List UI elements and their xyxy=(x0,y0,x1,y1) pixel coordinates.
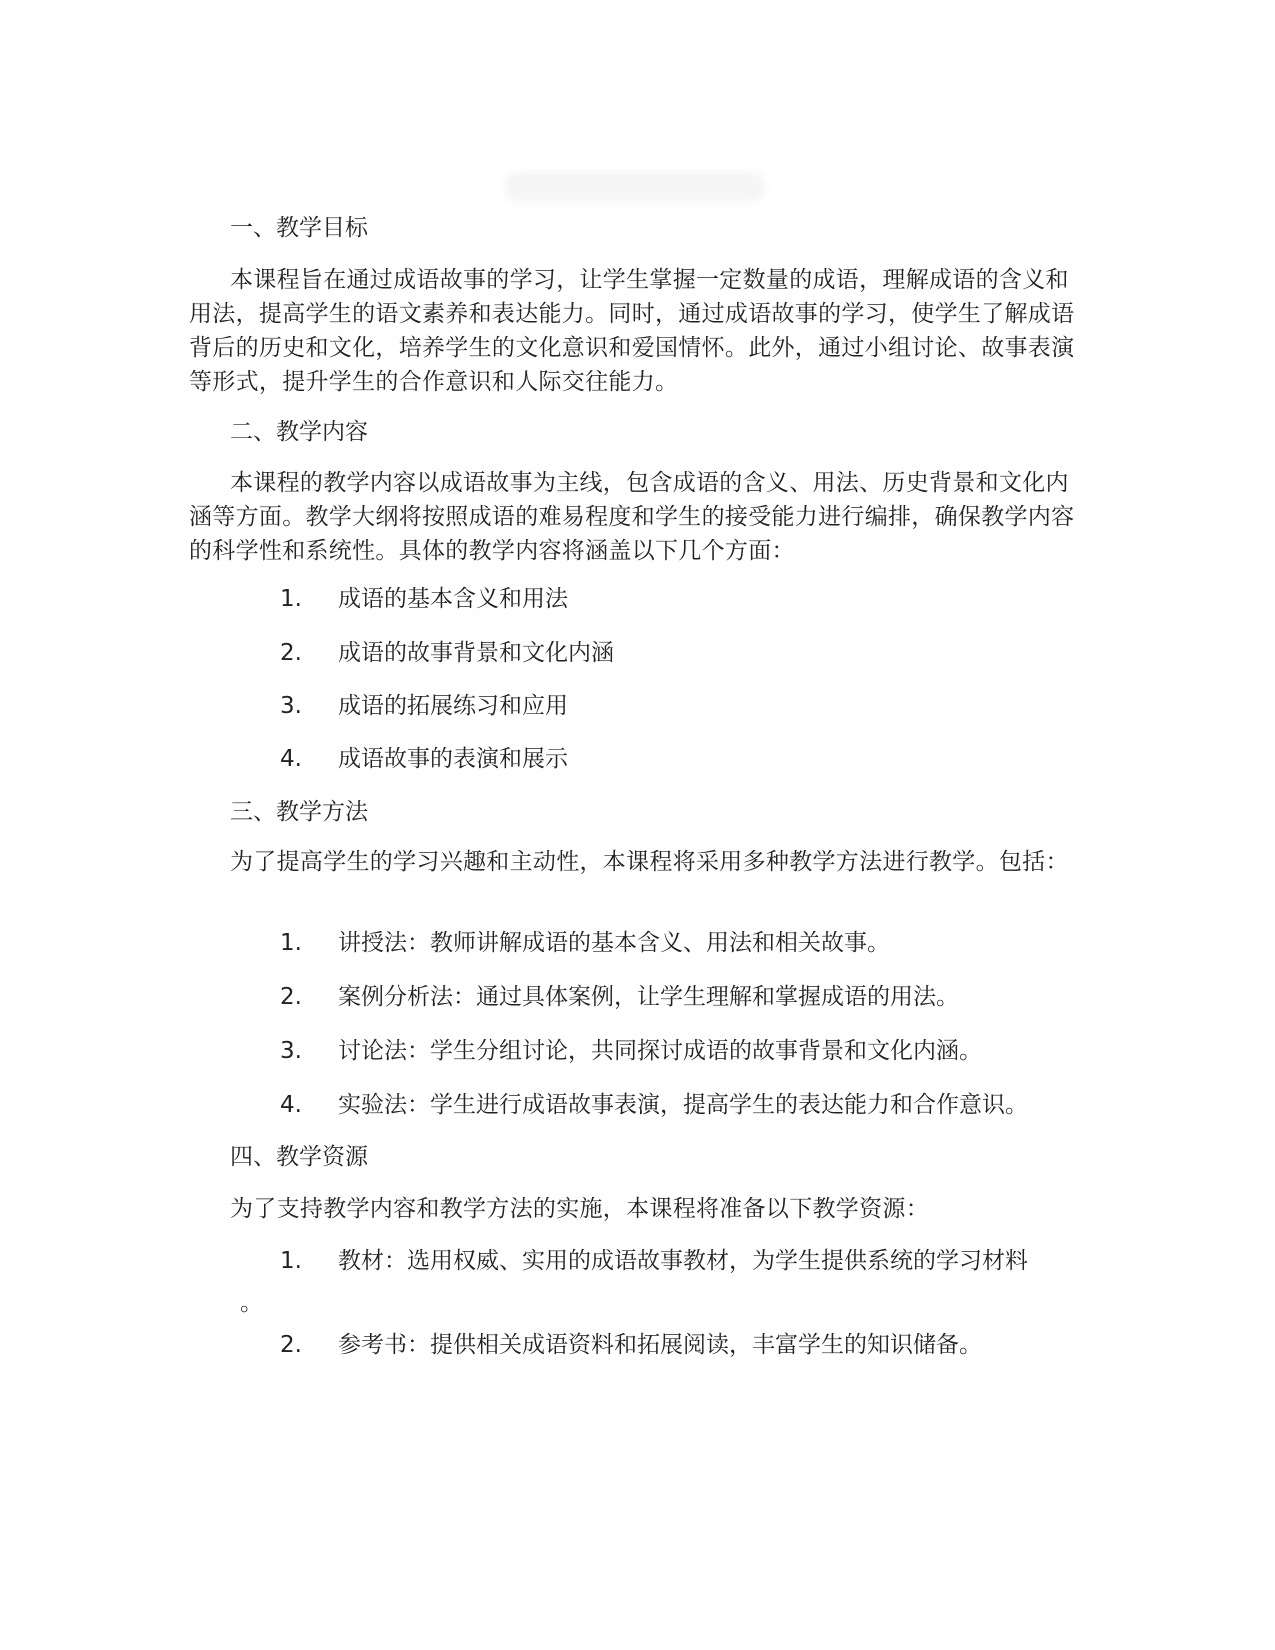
section-paragraph-resources: 为了支持教学内容和教学方法的实施，本课程将准备以下教学资源： xyxy=(230,1196,929,1222)
section-paragraph-content: 本课程的教学内容以成语故事为主线，包含成语的含义、用法、历史背景和文化内涵等方面。教学大纲将按照成语的难易程度和学生的接受能力进行编排，确保教学内容的科学性和系统性。具体的教学内容将涵盖以下几个方面： xyxy=(189,470,1075,564)
section-heading-objectives: 一、教学目标 xyxy=(230,215,368,241)
list-number: 2. xyxy=(280,640,302,666)
list-item xyxy=(280,691,568,721)
list-item xyxy=(280,1090,1028,1120)
list-text: 讨论法：学生分组讨论，共同探讨成语的故事背景和文化内涵。 xyxy=(338,1038,982,1064)
list-text: 成语的基本含义和用法 xyxy=(338,586,568,612)
list-item xyxy=(280,1036,982,1066)
list-number: 4. xyxy=(280,746,302,772)
list-item xyxy=(280,982,959,1012)
list-number: 1. xyxy=(280,586,302,612)
faded-title xyxy=(505,172,765,202)
list-number: 2. xyxy=(280,984,302,1010)
list-text-tail: 。 xyxy=(240,1290,263,1316)
list-number: 4. xyxy=(280,1092,302,1118)
list-text: 成语故事的表演和展示 xyxy=(338,746,568,772)
list-item xyxy=(280,638,614,668)
list-text: 参考书：提供相关成语资料和拓展阅读，丰富学生的知识储备。 xyxy=(338,1332,982,1358)
list-text: 成语的故事背景和文化内涵 xyxy=(338,640,614,666)
list-text: 案例分析法：通过具体案例，让学生理解和掌握成语的用法。 xyxy=(338,984,959,1010)
section-paragraph-objectives: 本课程旨在通过成语故事的学习，让学生掌握一定数量的成语，理解成语的含义和用法，提高学生的语文素养和表达能力。同时，通过成语故事的学习，使学生了解成语背后的历史和文化，培养学生的文化意识和爱国情怀。此外，通过小组讨论、故事表演等形式，提升学生的合作意识和人际交往能力。 xyxy=(189,267,1075,395)
list-item xyxy=(280,584,568,614)
section-heading-methods: 三、教学方法 xyxy=(230,799,368,825)
list-item xyxy=(240,1240,1090,1324)
section-heading-resources: 四、教学资源 xyxy=(230,1144,368,1170)
list-number: 1. xyxy=(280,1248,302,1274)
list-number: 3. xyxy=(280,693,302,719)
list-item xyxy=(280,928,890,958)
section-paragraph-methods: 为了提高学生的学习兴趣和主动性，本课程将采用多种教学方法进行教学。包括： xyxy=(230,849,1069,875)
list-text: 教材：选用权威、实用的成语故事教材，为学生提供系统的学习材料 xyxy=(338,1248,1028,1274)
list-text: 实验法：学生进行成语故事表演，提高学生的表达能力和合作意识。 xyxy=(338,1092,1028,1118)
list-item xyxy=(280,744,568,774)
list-text: 讲授法：教师讲解成语的基本含义、用法和相关故事。 xyxy=(338,930,890,956)
section-heading-content: 二、教学内容 xyxy=(230,419,368,445)
list-text: 成语的拓展练习和应用 xyxy=(338,693,568,719)
list-number: 1. xyxy=(280,930,302,956)
list-number: 3. xyxy=(280,1038,302,1064)
list-number: 2. xyxy=(280,1332,302,1358)
list-item xyxy=(280,1330,982,1360)
